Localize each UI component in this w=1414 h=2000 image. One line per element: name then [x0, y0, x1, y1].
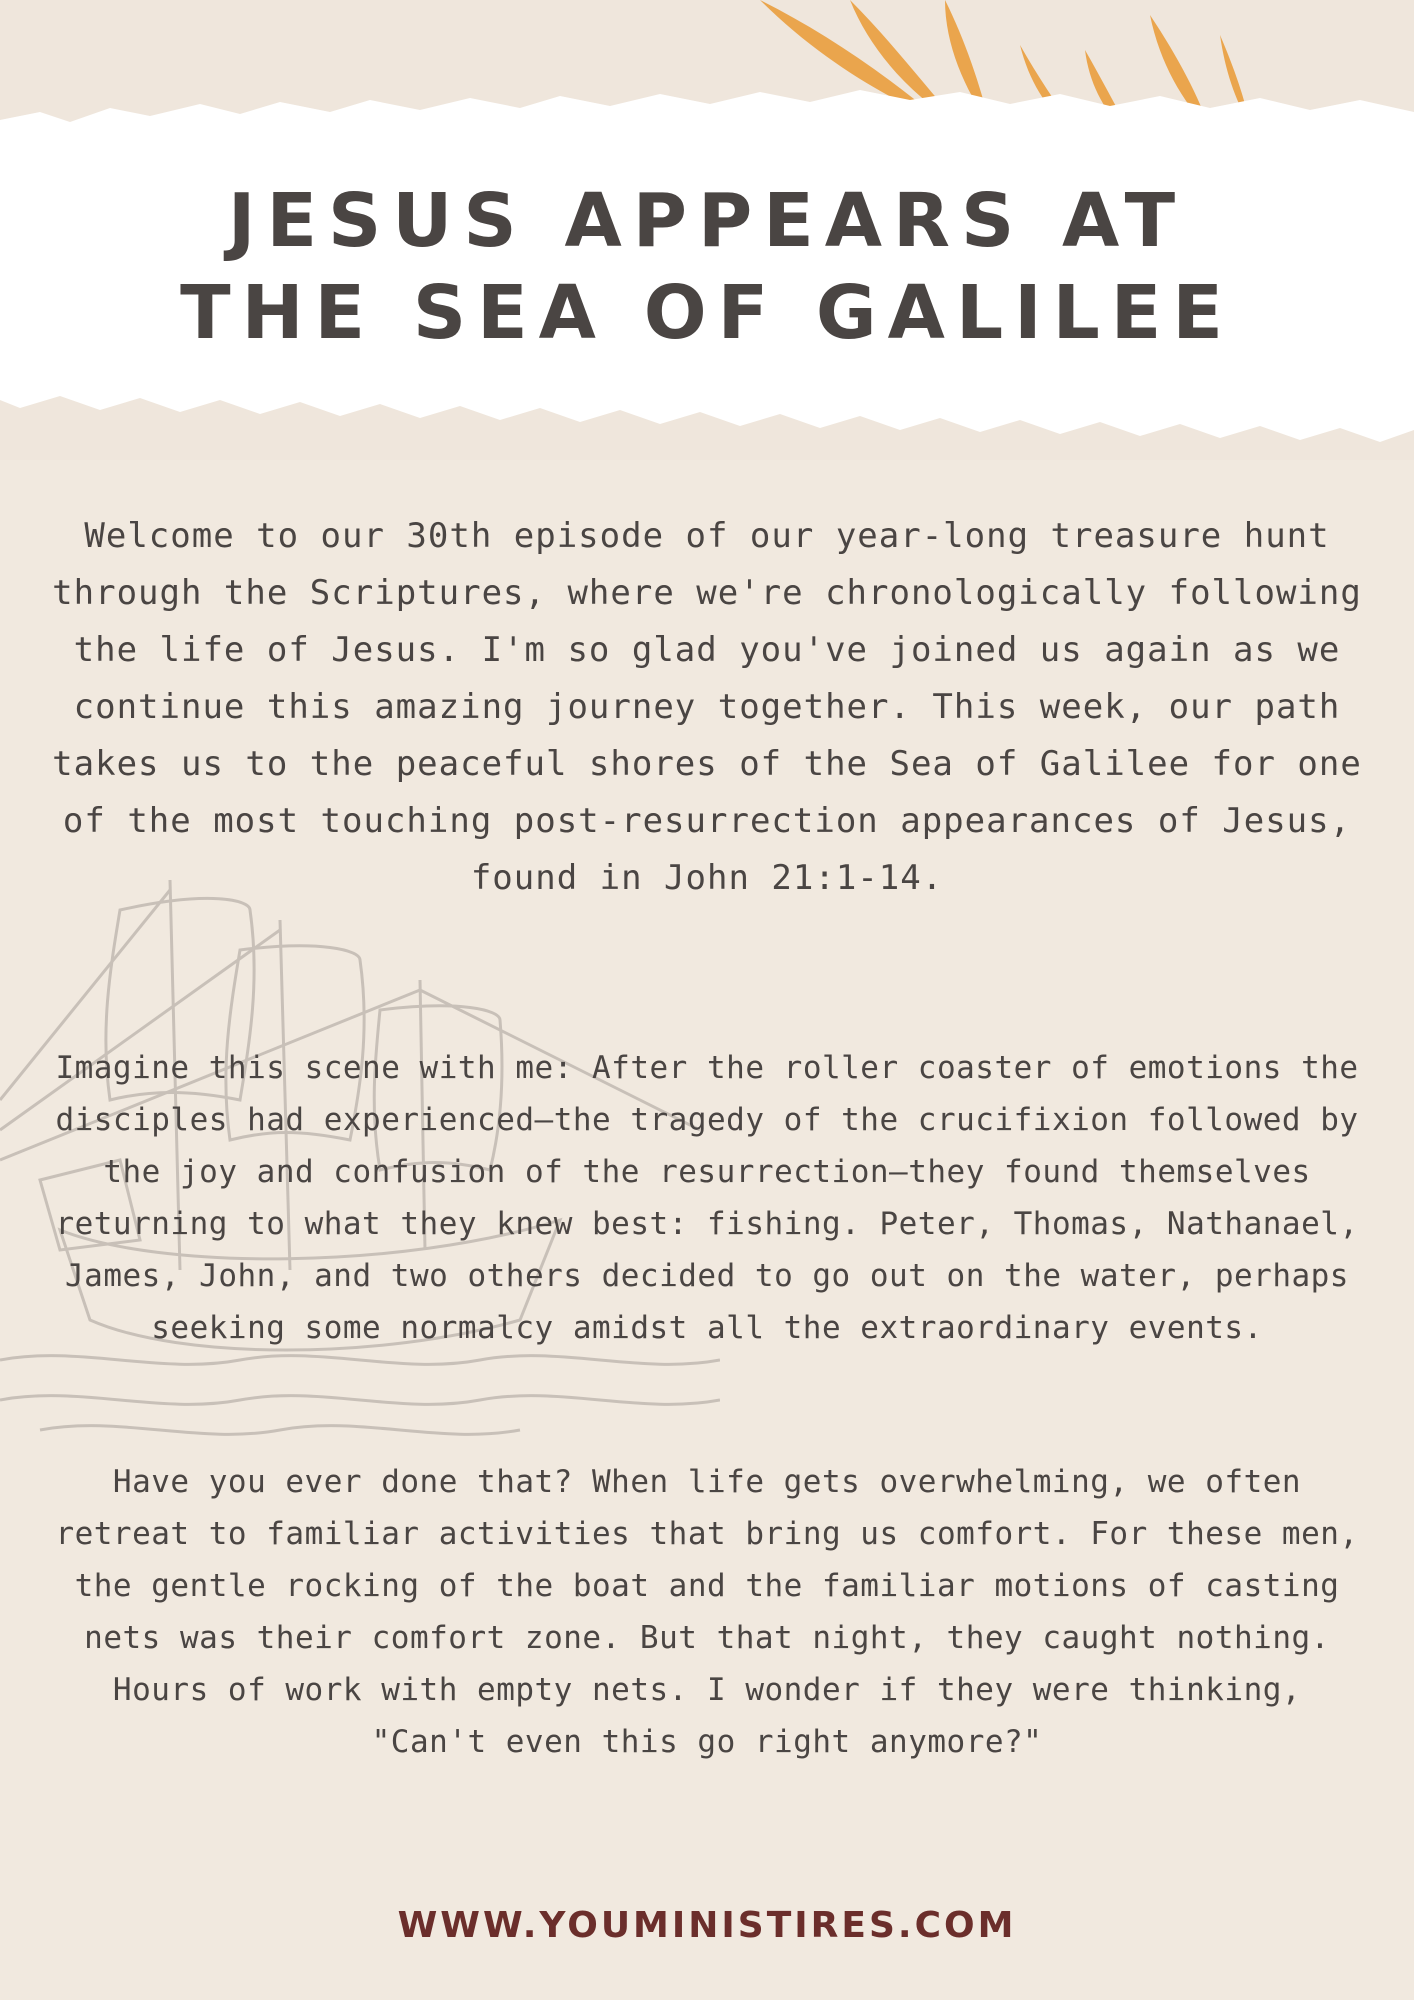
intro-paragraph: Welcome to our 30th episode of our year-long treasure hunt through the Scriptures, where we're chronologically following the life of Jesus. I'm so glad you've joined us again as we continue this amazing journey together. This week, our path takes us to the peaceful shores of the Sea of Galilee for one of the most touching post-resurrection appearances of Jesus, found in John 21:1-14. [52, 516, 1362, 898]
scene-paragraph: Imagine this scene with me: After the roller coaster of emotions the disciples had experienced—the tragedy of the crucifixion followed by the joy and confusion of the resurrection—they found themselves returning to what they knew best: fishing. Peter, Thomas, Nathanael, James, John, and two others decided to go out on the water, perhaps seeking some normalcy amidst all the extraordinary events. [55, 1050, 1359, 1346]
reflection-paragraph: Have you ever done that? When life gets overwhelming, we often retreat to familiar activities that bring us comfort. For these men, the gentle rocking of the boat and the familiar motions of casting nets was their comfort zone. But that night, they caught nothing. Hours of work with empty nets. I wonder if they were thinking, "Can't even this go right anymore?" [55, 1464, 1359, 1760]
title-line-2: THE SEA OF GALILEE [180, 270, 1234, 356]
page-title [0, 175, 1414, 359]
footer-website-link[interactable]: WWW.YOUMINISTIRES.COM [397, 1905, 1017, 1946]
title-line-1: JESUS APPEARS AT [227, 178, 1187, 264]
